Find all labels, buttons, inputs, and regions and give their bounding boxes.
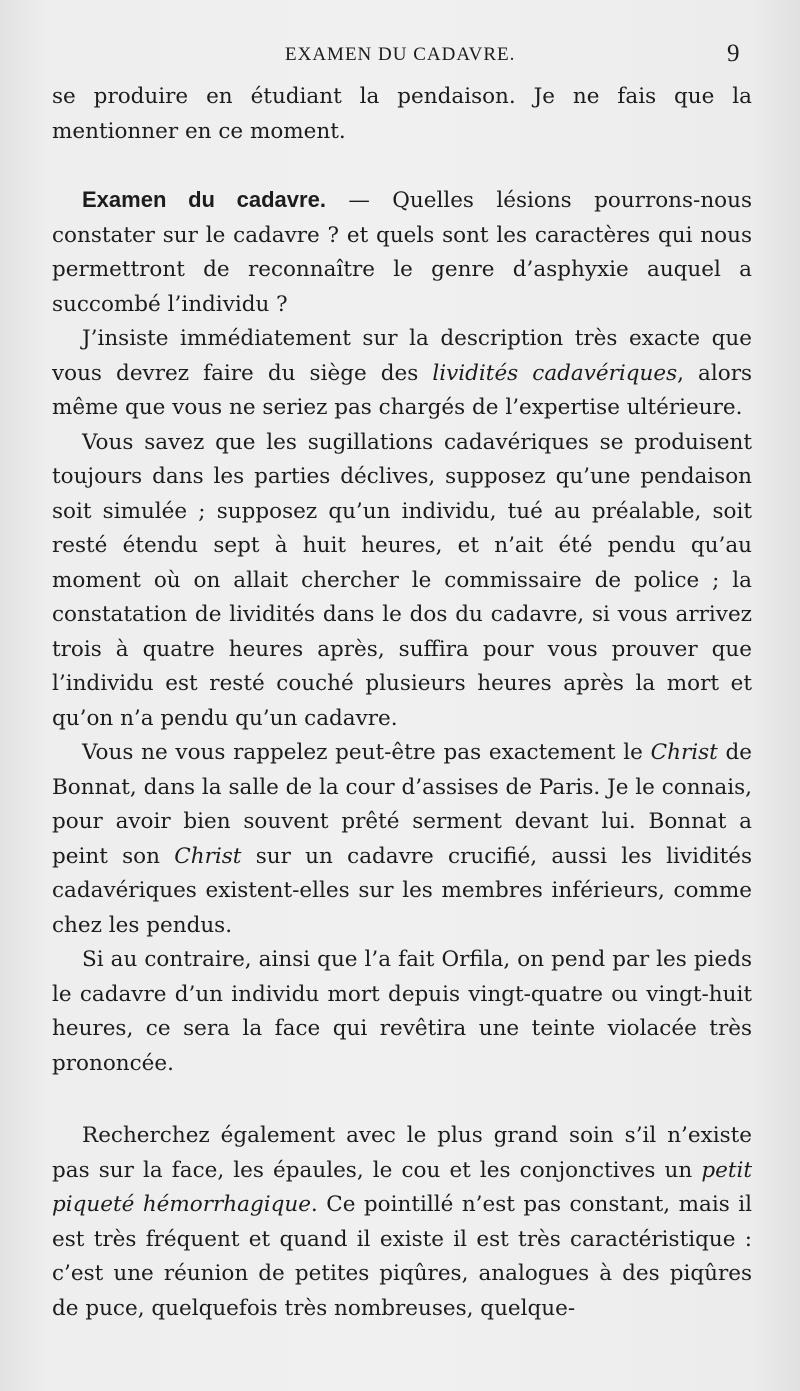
paragraph-orfila: Si au contraire, ainsi que l’a fait Orfila, on pend par les pieds le cadavre d’un individu mort depuis vingt-quatre ou vingt-huit heures, ce sera la face qui revêtira une teinte violacée très prononcée.	[52, 947, 752, 1076]
paragraph-bonnat: Vous ne vous rappelez peut-être pas exactement le Christ de Bonnat, dans la salle de la cour d’assises de Paris. Je le connais, pour avoir bien souvent prêté serment devant lui. Bonnat a peint son Christ sur un cadavre crucifié, aussi les lividités cadavériques existent-elles sur les membres inférieurs, comme chez les pendus.	[52, 740, 752, 938]
paragraph-continuation: se produire en étudiant la pendaison. Je ne fais que la mentionner en ce moment.	[52, 84, 752, 144]
italic-term: lividités cadavériques	[432, 360, 678, 386]
paragraph-section-start: Examen du cadavre. — Quelles lésions pourrons-nous constater sur le cadavre ? et quels sont les caractères qui nous permettront de reconnaître le genre d’asphyxie auquel a succombé l’individu ?	[52, 187, 752, 317]
paragraph-lividites: J’insiste immédiatement sur la description très exacte que vous devrez faire du siège des lividités cadavériques, alors même que vous ne seriez pas chargés de l’expertise ultérieure.	[52, 326, 752, 420]
italic-term: Christ	[174, 843, 242, 869]
paragraph-piquete: Recherchez également avec le plus grand soin s’il n’existe pas sur la face, les épaules, le cou et les conjonctives un petit piqueté hémorrhagique. Ce pointillé n’est pas constant, mais il est très fréquent et quand il existe il est très caractéristique : c’est une réunion de petites piqûres, analogues à des piqûres de puce, quelquefois très nombreuses, quelque-	[52, 1123, 752, 1321]
running-header	[0, 40, 800, 76]
body-text	[52, 80, 752, 1326]
italic-term: Christ	[650, 740, 718, 765]
italic-term: petit piqueté hémorrhagique	[52, 1157, 752, 1217]
page-number: 9	[727, 40, 740, 67]
section-heading: Examen du cadavre.	[82, 187, 326, 212]
running-title: EXAMEN DU CADAVRE.	[285, 44, 516, 65]
paragraph-sugillations: Vous savez que les sugillations cadavériques se produisent toujours dans les parties déclives, supposez qu’une pendaison soit simulée ; supposez qu’un individu, tué au préalable, soit resté étendu sept à huit heures, et n’ait été pendu qu’au moment où on allait chercher le commissaire de police ; la constatation de lividités dans le dos du cadavre, si vous arrivez trois à quatre heures après, suffira pour vous prouver que l’individu est resté couché plusieurs heures après la mort et qu’on n’a pendu qu’un cadavre.	[52, 429, 752, 731]
